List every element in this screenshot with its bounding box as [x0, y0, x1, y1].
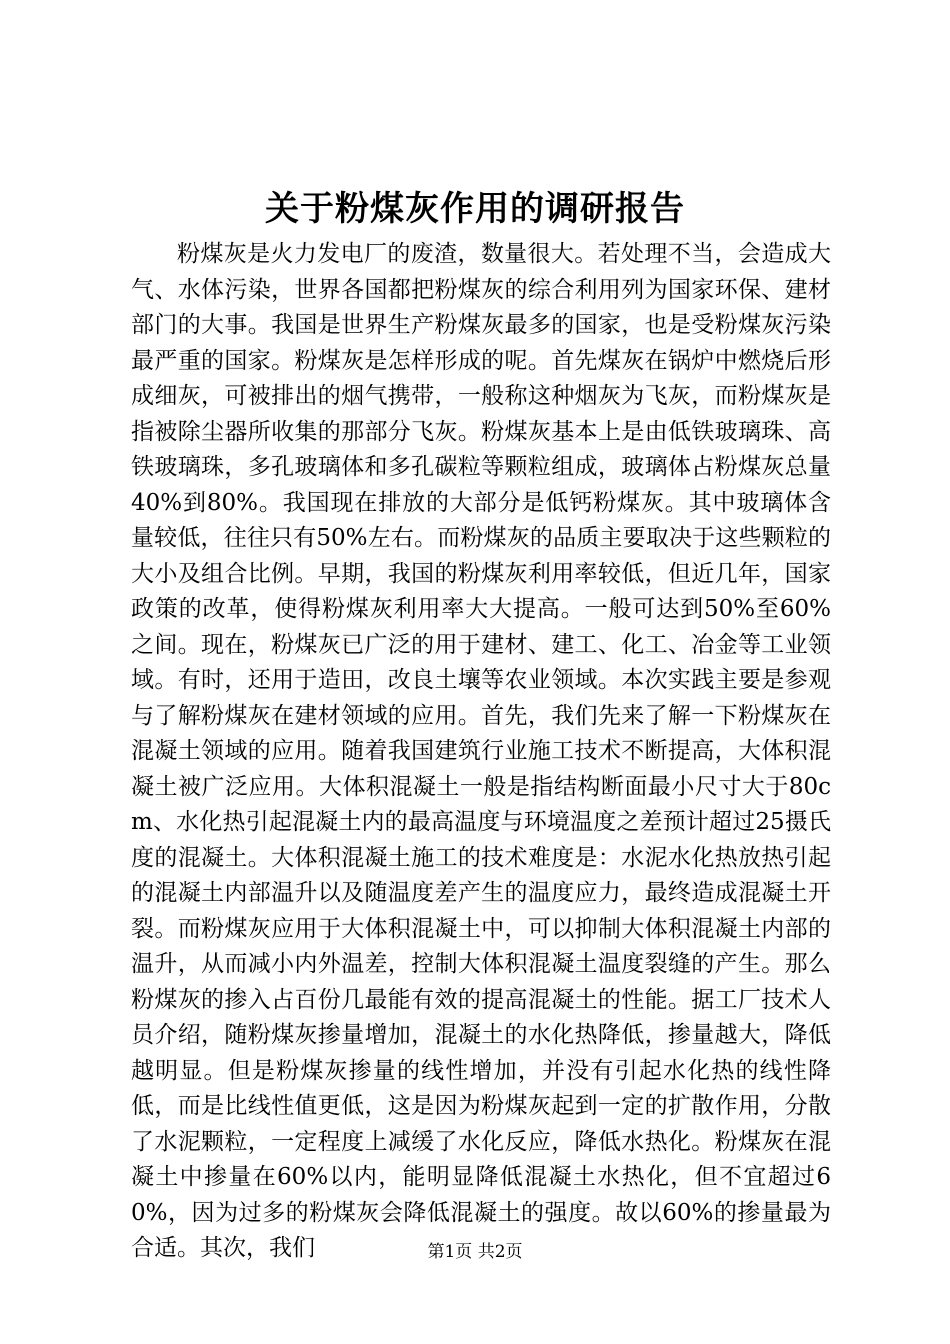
document-body-paragraph: 粉煤灰是火力发电厂的废渣，数量很大。若处理不当，会造成大气、水体污染，世界各国都把粉煤灰的综合利用列为国家环保、建材部门的大事。我国是世界生产粉煤灰最多的国家，也是受粉煤灰污染最严重的国家。粉煤灰是怎样形成的呢。首先煤灰在锅炉中燃烧后形成细灰，可被排出的烟气携带，一般称这种烟灰为飞灰，而粉煤灰是指被除尘器所收集的那部分飞灰。粉煤灰基本上是由低铁玻璃珠、高铁玻璃珠，多孔玻璃体和多孔碳粒等颗粒组成，玻璃体占粉煤灰总量40%到80%。我国现在排放的大部分是低钙粉煤灰。其中玻璃体含量较低，往往只有50%左右。而粉煤灰的品质主要取决于这些颗粒的大小及组合比例。早期，我国的粉煤灰利用率较低，但近几年，国家政策的改革，使得粉煤灰利用率大大提高。一般可达到50%至60%之间。现在，粉煤灰已广泛的用于建材、建工、化工、冶金等工业领域。有时，还用于造田，改良土壤等农业领域。本次实践主要是参观与了解粉煤灰在建材领域的应用。首先，我们先来了解一下粉煤灰在混凝土领域的应用。随着我国建筑行业施工技术不断提高，大体积混凝土被广泛应用。大体积混凝土一般是指结构断面最小尺寸大于80cm、水化热引起混凝土内的最高温度与环境温度之差预计超过25摄氏度的混凝土。大体积混凝土施工的技术难度是：水泥水化热放热引起的混凝土内部温升以及随温度差产生的温度应力，最终造成混凝土开裂。而粉煤灰应用于大体积混凝土中，可以抑制大体积混凝土内部的温升，从而减小内外温差，控制大体积混凝土温度裂缝的产生。那么粉煤灰的掺入占百份几最能有效的提高混凝土的性能。据工厂技术人员介绍，随粉煤灰掺量增加，混凝土的水化热降低，掺量越大，降低越明显。但是粉煤灰掺量的线性增加，并没有引起水化热的线性降低，而是比线性值更低，这是因为粉煤灰起到一定的扩散作用，分散了水泥颗粒，一定程度上减缓了水化反应，降低水热化。粉煤灰在混凝土中掺量在60%以内，能明显降低混凝土水热化，但不宜超过60%，因为过多的粉煤灰会降低混凝土的强度。故以60%的掺量最为合适。其次，我们	[131, 241, 831, 1261]
page-footer: 第1页 共2页	[427, 1242, 523, 1262]
document-title: 关于粉煤灰作用的调研报告	[265, 189, 685, 229]
